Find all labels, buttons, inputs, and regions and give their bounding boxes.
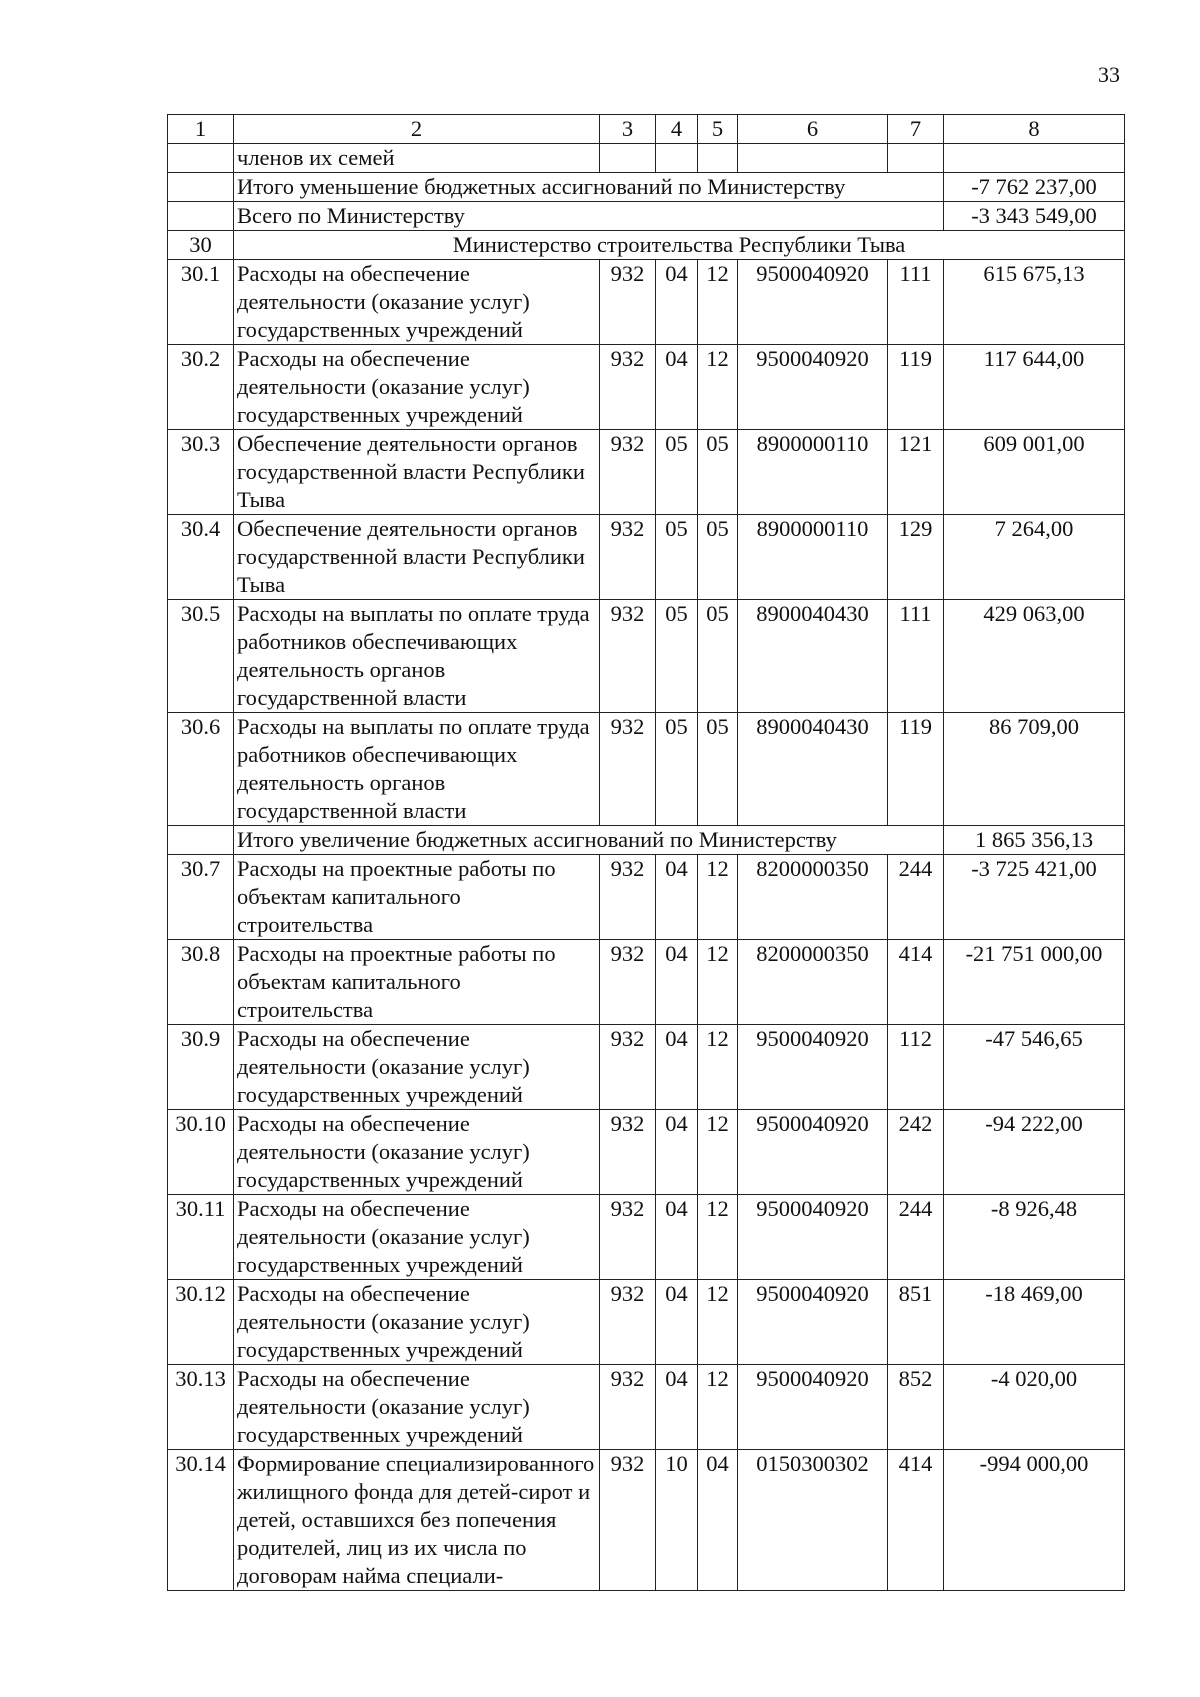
subsection-code-cell: 05: [698, 600, 738, 713]
total-row: [168, 173, 1125, 202]
header-cell: 7: [888, 115, 944, 144]
row-number-cell: 30.12: [168, 1280, 234, 1365]
expense-type-cell: 852: [888, 1365, 944, 1450]
row-number-cell: 30.10: [168, 1110, 234, 1195]
subsection-code-cell: 12: [698, 260, 738, 345]
expense-type-cell: 242: [888, 1110, 944, 1195]
header-row: [168, 115, 1125, 144]
section-code-cell: 04: [656, 855, 698, 940]
amount-cell: -4 020,00: [944, 1365, 1125, 1450]
subsection-code-cell: 12: [698, 1280, 738, 1365]
ministry-code-cell: 932: [600, 345, 656, 430]
ministry-code-cell: 932: [600, 600, 656, 713]
section-code-cell: 04: [656, 260, 698, 345]
expense-type-cell: 414: [888, 940, 944, 1025]
description-cell: Расходы на обеспечение деятельности (оказание услуг) государственных учреждений: [234, 1110, 600, 1195]
ministry-code-cell: 932: [600, 1195, 656, 1280]
row-number-cell: [168, 173, 234, 202]
section-code-cell: 05: [656, 430, 698, 515]
subsection-code-cell: 12: [698, 855, 738, 940]
table-body: [168, 115, 1125, 1591]
row-number-cell: 30.7: [168, 855, 234, 940]
subsection-code-cell: 12: [698, 1365, 738, 1450]
subsection-code-cell: 05: [698, 430, 738, 515]
code-cell: [600, 144, 656, 173]
row-number-cell: [168, 144, 234, 173]
amount-cell: -47 546,65: [944, 1025, 1125, 1110]
subsection-code-cell: 05: [698, 713, 738, 826]
amount-cell: -994 000,00: [944, 1450, 1125, 1591]
code-cell: [656, 144, 698, 173]
section-number-cell: 30: [168, 231, 234, 260]
section-title-cell: Министерство строительства Республики Тыва: [234, 231, 1125, 260]
target-article-cell: 9500040920: [738, 1025, 888, 1110]
ministry-code-cell: 932: [600, 1280, 656, 1365]
expense-type-cell: 119: [888, 345, 944, 430]
description-cell: Обеспечение деятельности органов государственной власти Республики Тыва: [234, 430, 600, 515]
total-row: [168, 202, 1125, 231]
amount-cell: [944, 144, 1125, 173]
expense-type-cell: 129: [888, 515, 944, 600]
amount-cell: -94 222,00: [944, 1110, 1125, 1195]
table-row: [168, 600, 1125, 713]
ministry-code-cell: 932: [600, 940, 656, 1025]
row-number-cell: [168, 826, 234, 855]
section-code-cell: 04: [656, 1195, 698, 1280]
table-row: [168, 1025, 1125, 1110]
ministry-code-cell: 932: [600, 260, 656, 345]
ministry-code-cell: 932: [600, 515, 656, 600]
section-code-cell: 05: [656, 600, 698, 713]
section-code-cell: 10: [656, 1450, 698, 1591]
row-number-cell: 30.5: [168, 600, 234, 713]
total-amount-cell: -7 762 237,00: [944, 173, 1125, 202]
table-row: [168, 713, 1125, 826]
code-cell: [698, 144, 738, 173]
section-code-cell: 04: [656, 345, 698, 430]
expense-type-cell: 851: [888, 1280, 944, 1365]
section-code-cell: 04: [656, 1110, 698, 1195]
header-cell: 4: [656, 115, 698, 144]
code-cell: [888, 144, 944, 173]
row-number-cell: 30.8: [168, 940, 234, 1025]
row-number-cell: 30.6: [168, 713, 234, 826]
ministry-code-cell: 932: [600, 430, 656, 515]
description-cell: членов их семей: [234, 144, 600, 173]
ministry-code-cell: 932: [600, 1110, 656, 1195]
description-cell: Формирование специализированного жилищного фонда для детей-сирот и детей, оставшихся без попечения родителей, лиц из их числа по договорам найма специали-: [234, 1450, 600, 1591]
section-code-cell: 04: [656, 940, 698, 1025]
table-row: [168, 1110, 1125, 1195]
table-row: [168, 855, 1125, 940]
description-cell: Расходы на обеспечение деятельности (оказание услуг) государственных учреждений: [234, 345, 600, 430]
header-cell: 8: [944, 115, 1125, 144]
total-label-cell: Итого уменьшение бюджетных ассигнований по Министерству: [234, 173, 944, 202]
expense-type-cell: 111: [888, 260, 944, 345]
expense-type-cell: 119: [888, 713, 944, 826]
expense-type-cell: 111: [888, 600, 944, 713]
table-row: [168, 1365, 1125, 1450]
ministry-code-cell: 932: [600, 1450, 656, 1591]
expense-type-cell: 414: [888, 1450, 944, 1591]
amount-cell: -3 725 421,00: [944, 855, 1125, 940]
section-code-cell: 05: [656, 713, 698, 826]
section-code-cell: 04: [656, 1025, 698, 1110]
amount-cell: 117 644,00: [944, 345, 1125, 430]
target-article-cell: 8200000350: [738, 940, 888, 1025]
subsection-code-cell: 12: [698, 1110, 738, 1195]
page-number: 33: [1098, 62, 1120, 87]
ministry-code-cell: 932: [600, 713, 656, 826]
description-cell: Расходы на обеспечение деятельности (оказание услуг) государственных учреждений: [234, 260, 600, 345]
expense-type-cell: 244: [888, 855, 944, 940]
table-row: [168, 1195, 1125, 1280]
continuation-row: [168, 144, 1125, 173]
target-article-cell: 8900040430: [738, 600, 888, 713]
target-article-cell: 8900000110: [738, 515, 888, 600]
expense-type-cell: 121: [888, 430, 944, 515]
amount-cell: -18 469,00: [944, 1280, 1125, 1365]
expense-type-cell: 244: [888, 1195, 944, 1280]
header-cell: 2: [234, 115, 600, 144]
target-article-cell: 9500040920: [738, 1365, 888, 1450]
table-row: [168, 515, 1125, 600]
section-code-cell: 04: [656, 1365, 698, 1450]
total-label-cell: Всего по Министерству: [234, 202, 944, 231]
row-number-cell: 30.9: [168, 1025, 234, 1110]
row-number-cell: 30.1: [168, 260, 234, 345]
amount-cell: -21 751 000,00: [944, 940, 1125, 1025]
target-article-cell: 0150300302: [738, 1450, 888, 1591]
total-amount-cell: -3 343 549,00: [944, 202, 1125, 231]
budget-table: [167, 114, 1125, 1591]
ministry-code-cell: 932: [600, 855, 656, 940]
target-article-cell: 9500040920: [738, 1195, 888, 1280]
amount-cell: 429 063,00: [944, 600, 1125, 713]
total-label-cell: Итого увеличение бюджетных ассигнований по Министерству: [234, 826, 944, 855]
section-code-cell: 04: [656, 1280, 698, 1365]
description-cell: Расходы на выплаты по оплате труда работников обеспечивающих деятельность органов государственной власти: [234, 713, 600, 826]
row-number-cell: 30.11: [168, 1195, 234, 1280]
row-number-cell: 30.14: [168, 1450, 234, 1591]
table-row: [168, 1280, 1125, 1365]
amount-cell: -8 926,48: [944, 1195, 1125, 1280]
subsection-code-cell: 12: [698, 940, 738, 1025]
header-cell: 6: [738, 115, 888, 144]
description-cell: Расходы на обеспечение деятельности (оказание услуг) государственных учреждений: [234, 1365, 600, 1450]
target-article-cell: 8900000110: [738, 430, 888, 515]
row-number-cell: 30.13: [168, 1365, 234, 1450]
total-amount-cell: 1 865 356,13: [944, 826, 1125, 855]
subsection-code-cell: 12: [698, 345, 738, 430]
section-row: [168, 231, 1125, 260]
total-row: [168, 826, 1125, 855]
description-cell: Расходы на обеспечение деятельности (оказание услуг) государственных учреждений: [234, 1195, 600, 1280]
target-article-cell: 8900040430: [738, 713, 888, 826]
description-cell: Расходы на выплаты по оплате труда работников обеспечивающих деятельность органов государственной власти: [234, 600, 600, 713]
row-number-cell: 30.4: [168, 515, 234, 600]
header-cell: 5: [698, 115, 738, 144]
subsection-code-cell: 05: [698, 515, 738, 600]
subsection-code-cell: 12: [698, 1025, 738, 1110]
description-cell: Расходы на обеспечение деятельности (оказание услуг) государственных учреждений: [234, 1280, 600, 1365]
table-row: [168, 1450, 1125, 1591]
table-row: [168, 940, 1125, 1025]
section-code-cell: 05: [656, 515, 698, 600]
subsection-code-cell: 04: [698, 1450, 738, 1591]
header-cell: 1: [168, 115, 234, 144]
header-cell: 3: [600, 115, 656, 144]
code-cell: [738, 144, 888, 173]
description-cell: Расходы на проектные работы по объектам капитального строительства: [234, 940, 600, 1025]
description-cell: Расходы на обеспечение деятельности (оказание услуг) государственных учреждений: [234, 1025, 600, 1110]
ministry-code-cell: 932: [600, 1025, 656, 1110]
row-number-cell: 30.2: [168, 345, 234, 430]
expense-type-cell: 112: [888, 1025, 944, 1110]
amount-cell: 86 709,00: [944, 713, 1125, 826]
description-cell: Расходы на проектные работы по объектам капитального строительства: [234, 855, 600, 940]
target-article-cell: 9500040920: [738, 345, 888, 430]
table-row: [168, 260, 1125, 345]
row-number-cell: [168, 202, 234, 231]
row-number-cell: 30.3: [168, 430, 234, 515]
amount-cell: 609 001,00: [944, 430, 1125, 515]
amount-cell: 615 675,13: [944, 260, 1125, 345]
target-article-cell: 9500040920: [738, 1280, 888, 1365]
subsection-code-cell: 12: [698, 1195, 738, 1280]
table-row: [168, 345, 1125, 430]
table-row: [168, 430, 1125, 515]
target-article-cell: 8200000350: [738, 855, 888, 940]
target-article-cell: 9500040920: [738, 260, 888, 345]
target-article-cell: 9500040920: [738, 1110, 888, 1195]
description-cell: Обеспечение деятельности органов государственной власти Республики Тыва: [234, 515, 600, 600]
ministry-code-cell: 932: [600, 1365, 656, 1450]
amount-cell: 7 264,00: [944, 515, 1125, 600]
